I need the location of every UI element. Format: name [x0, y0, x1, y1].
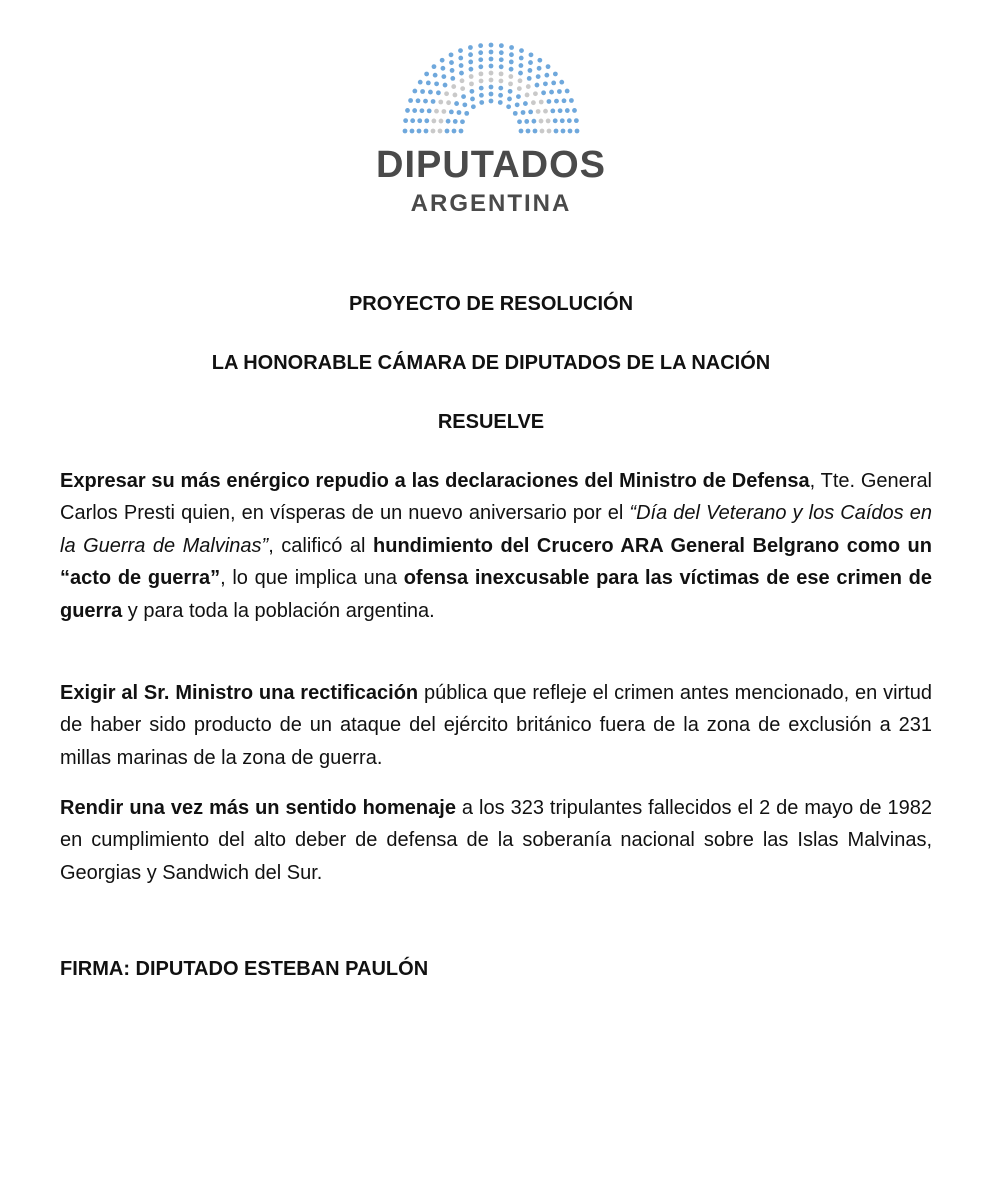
- seat-dot: [445, 129, 450, 134]
- seat-dot: [537, 66, 542, 71]
- seat-dot: [449, 60, 454, 65]
- seat-dot: [457, 110, 462, 115]
- seat-dot: [431, 129, 436, 134]
- seat-dot: [441, 109, 446, 114]
- paragraph-2-text: pública que refleje el crimen antes mencionado, en virtud de haber sido producto de un ataque del ejército británico fuera de la zona de exclusión a 231 millas marinas de la zona de guerra.: [60, 682, 932, 769]
- seat-dot: [403, 118, 408, 123]
- signature: FIRMA: DIPUTADO ESTEBAN PAULÓN: [60, 958, 429, 980]
- seat-dot: [420, 89, 425, 94]
- seat-dot: [449, 110, 454, 115]
- seat-dot: [544, 73, 549, 78]
- resolution-paragraph-2: [60, 677, 932, 774]
- seat-dot: [479, 93, 484, 98]
- seat-dot: [408, 98, 413, 103]
- paragraph-1-text-d: y para toda la población argentina.: [122, 599, 435, 622]
- seat-dot: [540, 129, 545, 134]
- seat-dot: [547, 129, 552, 134]
- seat-dot: [433, 73, 438, 78]
- seat-dot: [446, 100, 451, 105]
- seat-dot: [410, 118, 415, 123]
- seat-dot: [453, 93, 458, 98]
- seat-dot: [418, 80, 423, 85]
- seat-dot: [560, 118, 565, 123]
- seat-dot: [498, 86, 503, 91]
- seat-dot: [546, 64, 551, 69]
- seat-dot: [478, 64, 483, 69]
- seat-dot: [525, 93, 530, 98]
- seat-dot: [450, 76, 455, 81]
- seat-dot: [489, 78, 494, 83]
- seat-dot: [439, 119, 444, 124]
- logo-subtitle: ARGENTINA: [410, 190, 572, 217]
- seat-dot: [440, 58, 445, 63]
- seat-dot: [526, 84, 531, 89]
- seat-dot: [558, 108, 563, 113]
- seat-dot: [498, 100, 503, 105]
- seat-dot: [441, 74, 446, 79]
- seat-dot: [468, 52, 473, 57]
- seat-dot: [536, 74, 541, 79]
- seat-dot: [543, 109, 548, 114]
- seat-dot: [471, 104, 476, 109]
- seat-dot: [499, 43, 504, 48]
- seat-dot: [521, 110, 526, 115]
- seat-dot: [574, 118, 579, 123]
- seat-dot: [553, 72, 558, 77]
- seat-dot: [470, 97, 475, 102]
- seat-dot: [460, 86, 465, 91]
- seat-dot: [489, 64, 494, 69]
- seat-dot: [434, 109, 439, 114]
- seat-dot: [416, 98, 421, 103]
- seat-dot: [469, 67, 474, 72]
- seat-dot: [533, 129, 538, 134]
- seat-dot: [469, 81, 474, 86]
- seat-dot: [459, 71, 464, 76]
- seat-dot: [410, 129, 415, 134]
- seat-dot: [424, 129, 429, 134]
- paragraph-1-text-a: , Tte. General Carlos Presti quien, en vísperas de un nuevo aniversario por el: [60, 470, 933, 525]
- paragraph-1-bold-ofensa: ofensa inexcusable para las víctimas de ese crimen de guerra: [60, 567, 932, 622]
- paragraph-3-text: a los 323 tripulantes fallecidos el 2 de mayo de 1982 en cumplimiento del alto deber de defensa de la soberanía nacional sobre las Islas Malvinas, Georgias y Sandwich del Sur.: [60, 797, 932, 884]
- seat-dot: [451, 84, 456, 89]
- seat-dot: [529, 52, 534, 57]
- seat-dot: [509, 52, 514, 57]
- seat-dot: [489, 43, 494, 48]
- seat-dot: [468, 45, 473, 50]
- seat-dot: [478, 50, 483, 55]
- seat-dot: [572, 108, 577, 113]
- seat-dot: [460, 119, 465, 124]
- seat-dot: [478, 43, 483, 48]
- seat-dot: [519, 48, 524, 53]
- seat-dot: [559, 80, 564, 85]
- seat-dot: [428, 90, 433, 95]
- seat-dot: [405, 108, 410, 113]
- seat-dot: [479, 79, 484, 84]
- seat-dot: [436, 90, 441, 95]
- seat-dot: [452, 129, 457, 134]
- seat-dot: [427, 109, 432, 114]
- seat-dot: [469, 74, 474, 79]
- seat-dot: [468, 60, 473, 65]
- seat-dot: [431, 119, 436, 124]
- seat-dot: [479, 100, 484, 105]
- seat-dot: [562, 98, 567, 103]
- seat-dot: [539, 119, 544, 124]
- seat-dot: [528, 68, 533, 73]
- paragraph-1-text-c: , lo que implica una: [220, 567, 404, 590]
- seat-dot: [438, 100, 443, 105]
- seat-dot: [524, 119, 529, 124]
- seat-dot: [518, 78, 523, 83]
- seat-dot: [460, 78, 465, 83]
- seat-dot: [516, 94, 521, 99]
- seat-dot: [462, 102, 467, 107]
- seat-dot: [449, 52, 454, 57]
- seat-dot: [489, 50, 494, 55]
- seat-dot: [438, 129, 443, 134]
- logo-name: DIPUTADOS: [376, 144, 606, 186]
- seat-dot: [499, 64, 504, 69]
- seat-dot: [568, 129, 573, 134]
- seat-dot: [450, 68, 455, 73]
- paragraph-1-bold-hundimiento: hundimiento del Crucero ARA General Belgrano como un “acto de guerra”: [60, 534, 932, 590]
- seat-dot: [517, 86, 522, 91]
- seat-dot: [444, 91, 449, 96]
- seat-dot: [531, 100, 536, 105]
- seat-dot: [509, 45, 514, 50]
- resolves-title: RESUELVE: [437, 411, 545, 433]
- seat-dot: [518, 71, 523, 76]
- seat-dot: [565, 108, 570, 113]
- seat-dot: [432, 64, 437, 69]
- seat-dot: [434, 81, 439, 86]
- hemicycle-seats-icon: [401, 36, 581, 136]
- seat-dot: [532, 119, 537, 124]
- seat-dot: [527, 76, 532, 81]
- seat-dot: [509, 67, 514, 72]
- seat-dot: [528, 60, 533, 65]
- seat-dot: [508, 81, 513, 86]
- seat-dot: [536, 109, 541, 114]
- seat-dot: [541, 90, 546, 95]
- seat-dot: [424, 118, 429, 123]
- seat-dot: [554, 129, 559, 134]
- seat-dot: [464, 111, 469, 116]
- seat-dot: [554, 99, 559, 104]
- chamber-title: LA HONORABLE CÁMARA DE DIPUTADOS DE LA NACIÓN: [211, 352, 771, 374]
- seat-dot: [550, 109, 555, 114]
- seat-dot: [453, 119, 458, 124]
- seat-dot: [412, 89, 417, 94]
- seat-dot: [489, 71, 494, 76]
- seat-dot: [567, 118, 572, 123]
- seat-dot: [459, 63, 464, 68]
- seat-dot: [519, 56, 524, 61]
- seat-dot: [553, 118, 558, 123]
- seat-dot: [412, 108, 417, 113]
- seat-dot: [565, 89, 570, 94]
- seat-dot: [515, 102, 520, 107]
- seat-dot: [431, 99, 436, 104]
- seat-dot: [446, 119, 451, 124]
- seat-dot: [499, 71, 504, 76]
- seat-dot: [569, 98, 574, 103]
- seat-dot: [508, 74, 513, 79]
- seat-dot: [575, 129, 580, 134]
- seat-dot: [499, 57, 504, 62]
- seat-dot: [441, 66, 446, 71]
- seat-dot: [489, 92, 494, 97]
- seat-dot: [423, 99, 428, 104]
- paragraph-2-bold-exigir: Exigir al Sr. Ministro una rectificación: [60, 682, 419, 704]
- seat-dot: [479, 86, 484, 91]
- seat-dot: [489, 85, 494, 90]
- seat-dot: [547, 99, 552, 104]
- seat-dot: [506, 104, 511, 109]
- seat-dot: [523, 101, 528, 106]
- seat-dot: [508, 89, 513, 94]
- document-heading: PROYECTO DE RESOLUCIÓN: [348, 293, 634, 315]
- seat-dot: [507, 97, 512, 102]
- paragraph-1-bold-repudio: Expresar su más enérgico repudio a las declaraciones del Ministro de Defensa: [60, 470, 810, 492]
- seat-dot: [454, 101, 459, 106]
- seat-dot: [509, 60, 514, 65]
- seat-dot: [535, 83, 540, 88]
- seat-dot: [426, 81, 431, 86]
- seat-dot: [420, 108, 425, 113]
- seat-dot: [479, 71, 484, 76]
- seat-dot: [519, 63, 524, 68]
- seat-dot: [459, 129, 464, 134]
- seat-dot: [458, 56, 463, 61]
- seat-dot: [517, 119, 522, 124]
- seat-dot: [489, 99, 494, 104]
- seat-dot: [443, 83, 448, 88]
- seat-dot: [424, 72, 429, 77]
- seat-dot: [533, 91, 538, 96]
- seat-dot: [417, 118, 422, 123]
- seat-dot: [513, 111, 518, 116]
- seat-dot: [489, 57, 494, 62]
- resolution-paragraph-1: [60, 465, 932, 627]
- seat-dot: [499, 50, 504, 55]
- seat-dot: [499, 79, 504, 84]
- seat-dot: [478, 57, 483, 62]
- seat-dot: [528, 110, 533, 115]
- resolution-paragraph-3: [60, 792, 932, 889]
- seat-dot: [543, 81, 548, 86]
- seat-dot: [461, 94, 466, 99]
- seat-dot: [561, 129, 566, 134]
- seat-dot: [546, 119, 551, 124]
- seat-dot: [549, 90, 554, 95]
- seat-dot: [470, 89, 475, 94]
- seat-dot: [519, 129, 524, 134]
- paragraph-1-text-b: , calificó al: [268, 534, 374, 557]
- paragraph-1-italic-dia-veterano: “Día del Veterano y los Caídos en la Guerra de Malvinas”: [60, 502, 932, 557]
- seat-dot: [551, 81, 556, 86]
- seat-dot: [498, 93, 503, 98]
- seat-dot: [417, 129, 422, 134]
- seat-dot: [537, 58, 542, 63]
- seat-dot: [403, 129, 408, 134]
- seat-dot: [539, 100, 544, 105]
- seat-dot: [458, 48, 463, 53]
- seat-dot: [526, 129, 531, 134]
- paragraph-3-bold-rendir: Rendir una vez más un sentido homenaje: [60, 797, 456, 819]
- chamber-logo: [360, 36, 622, 226]
- seat-dot: [557, 89, 562, 94]
